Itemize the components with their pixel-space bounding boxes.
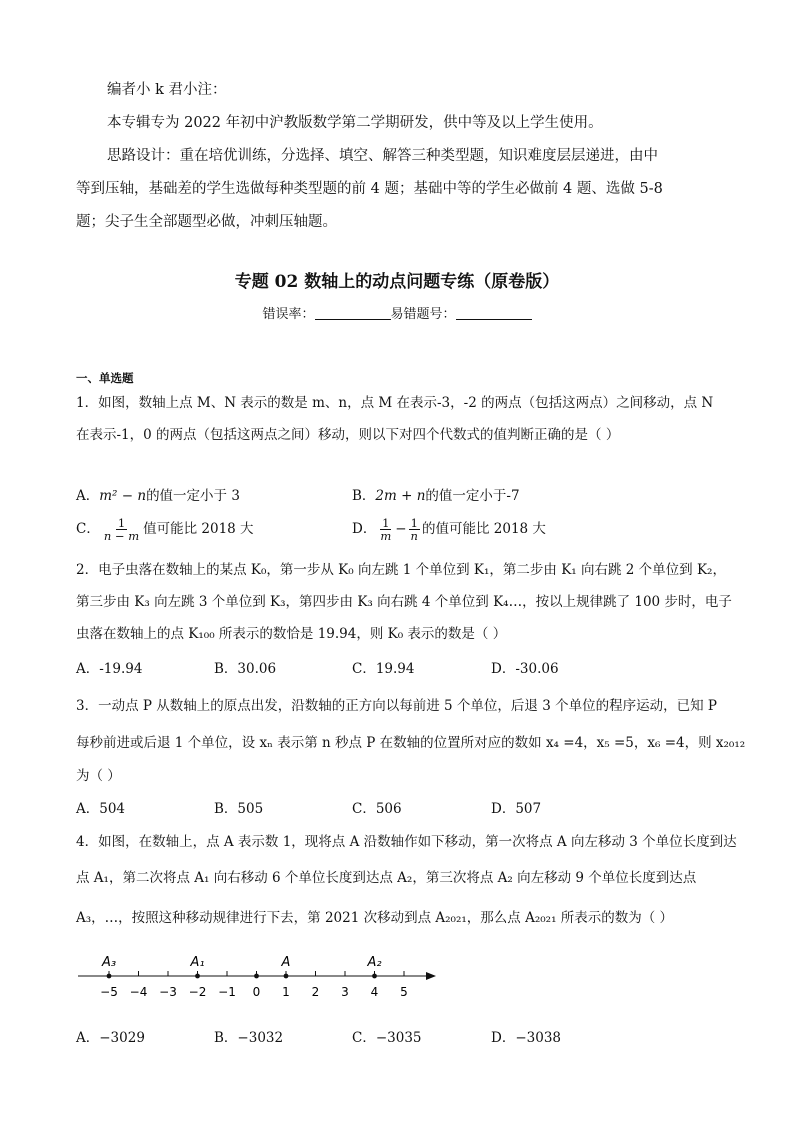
q4-line-2: 点 A₁，第二次将点 A₁ 向右移动 6 个单位长度到达点 A₂，第三次将点 A₂ 向左移动 9 个单位长度到达点 (76, 870, 697, 886)
q4-option-a: A．−3029 (76, 1030, 145, 1046)
q1-c-fraction: $\frac{1}{n - m}$ (103, 516, 140, 543)
point-label: A₂ (367, 955, 382, 970)
q1-a-expr: m² − n (99, 488, 147, 504)
q2-line-1: 2．电子虫落在数轴上的某点 K₀，第一步从 K₀ 向左跳 1 个单位到 K₁，第二步由 K₁ 向右跳 2 个单位到 K₂， (76, 562, 726, 578)
axis-tick-label: 1 (282, 985, 290, 999)
q1-option-c: C． $\frac{1}{n - m}$ 值可能比 2018 大 (76, 516, 254, 543)
q4-option-b: B．−3032 (214, 1030, 284, 1046)
q3-option-a: A．504 (76, 801, 126, 817)
section-heading: 一、单选题 (76, 371, 134, 385)
point-marker (195, 974, 200, 979)
point-marker (284, 974, 289, 979)
page-title: 专题 02 数轴上的动点问题专练（原卷版） (234, 272, 560, 292)
q4-line-3: A₃，…，按照这种移动规律进行下去，第 2021 次移动到点 A₂₀₂₁，那么点 A₂₀₂₁ 所表示的数为（ ） (76, 910, 674, 926)
axis-tick-label: 5 (400, 985, 408, 999)
q3-line-1: 3．一动点 P 从数轴上的原点出发，沿数轴的正方向以每前进 5 个单位，后退 3 个单位的程序运动，已知 P (76, 698, 717, 714)
q2-option-b: B．30.06 (214, 661, 277, 677)
q1-b-expr: 2m + n (375, 488, 426, 504)
q1-line-1: 1．如图，数轴上点 M、N 表示的数是 m、n，点 M 在表示-3，-2 的两点（包括这两点）之间移动，点 N (76, 395, 714, 411)
q4-option-c: C．−3035 (352, 1030, 422, 1046)
easy-wrong-blank (456, 306, 532, 320)
q3-option-d: D．507 (491, 801, 542, 817)
intro-line-1: 编者小 k 君小注： (107, 82, 227, 98)
q2-line-2: 第三步由 K₃ 向左跳 3 个单位到 K₃，第四步由 K₃ 向右跳 4 个单位到 K₄…，按以上规律跳了 100 步时，电子 (76, 594, 732, 610)
q1-d-fraction-2: $\frac{1}{n}$ (410, 516, 418, 543)
axis-tick-label: 0 (252, 985, 261, 999)
score-line (0, 305, 794, 325)
q2-line-3: 虫落在数轴上的点 K₁₀₀ 所表示的数恰是 19.94，则 K₀ 表示的数是（ ） (76, 626, 507, 642)
number-line-figure (70, 945, 450, 1005)
error-rate-blank (315, 306, 391, 320)
point-label: A₃ (101, 955, 117, 970)
q3-line-3: 为（ ） (76, 768, 121, 784)
q4-option-d: D．−3038 (491, 1030, 561, 1046)
q1-d-fraction-1: $\frac{1}{m}$ (380, 516, 392, 543)
origin-dot (254, 974, 259, 979)
q3-option-c: C．506 (352, 801, 402, 817)
easy-wrong-label: 易错题号： (390, 307, 456, 322)
point-label: A (281, 955, 291, 970)
axis-tick-label: −1 (218, 985, 236, 999)
q1-option-d: D． $\frac{1}{m}$ − $\frac{1}{n}$ 的值可能比 2018 大 (352, 516, 546, 543)
q2-option-d: D．-30.06 (491, 661, 559, 677)
intro-line-3: 思路设计：重在培优训练，分选择、填空、解答三种类型题，知识难度层层递进，由中 (107, 148, 658, 164)
q1-option-a: A．m² − n的值一定小于 3 (76, 488, 240, 504)
axis-tick-label: −5 (100, 985, 118, 999)
point-marker (107, 974, 112, 979)
axis-tick-label: −4 (129, 985, 148, 999)
intro-line-4: 等到压轴，基础差的学生选做每种类型题的前 4 题；基础中等的学生必做前 4 题、选做 5-8 (76, 181, 663, 197)
point-label: A₁ (190, 955, 205, 970)
axis-tick-label: 2 (311, 985, 320, 999)
q1-option-b: B．2m + n的值一定小于-7 (352, 488, 520, 504)
axis-tick-label: 3 (341, 985, 349, 999)
q2-option-c: C．19.94 (352, 661, 415, 677)
axis-tick-label: −2 (188, 985, 207, 999)
q4-line-1: 4．如图，在数轴上，点 A 表示数 1，现将点 A 沿数轴作如下移动，第一次将点 A 向左移动 3 个单位长度到达 (76, 834, 737, 850)
intro-line-5: 题；尖子生全部题型必做，冲刺压轴题。 (76, 214, 337, 230)
q2-option-a: A．-19.94 (76, 661, 143, 677)
intro-line-2: 本专辑专为 2022 年初中沪教版数学第二学期研发，供中等及以上学生使用。 (107, 115, 603, 131)
axis-tick-label: −3 (159, 985, 177, 999)
q3-option-b: B．505 (214, 801, 264, 817)
error-rate-label: 错误率： (262, 307, 315, 322)
q3-line-2: 每秒前进或后退 1 个单位，设 xₙ 表示第 n 秒点 P 在数轴的位置所对应的数如 x₄ =4，x₅ =5，x₆ =4，则 x₂₀₁₂ (76, 735, 746, 751)
axis-tick-label: 4 (370, 985, 379, 999)
point-marker (372, 974, 377, 979)
q1-line-2: 在表示-1，0 的两点（包括这两点之间）移动，则以下对四个代数式的值判断正确的是（ ） (76, 427, 620, 443)
axis-arrow-icon (426, 972, 436, 980)
